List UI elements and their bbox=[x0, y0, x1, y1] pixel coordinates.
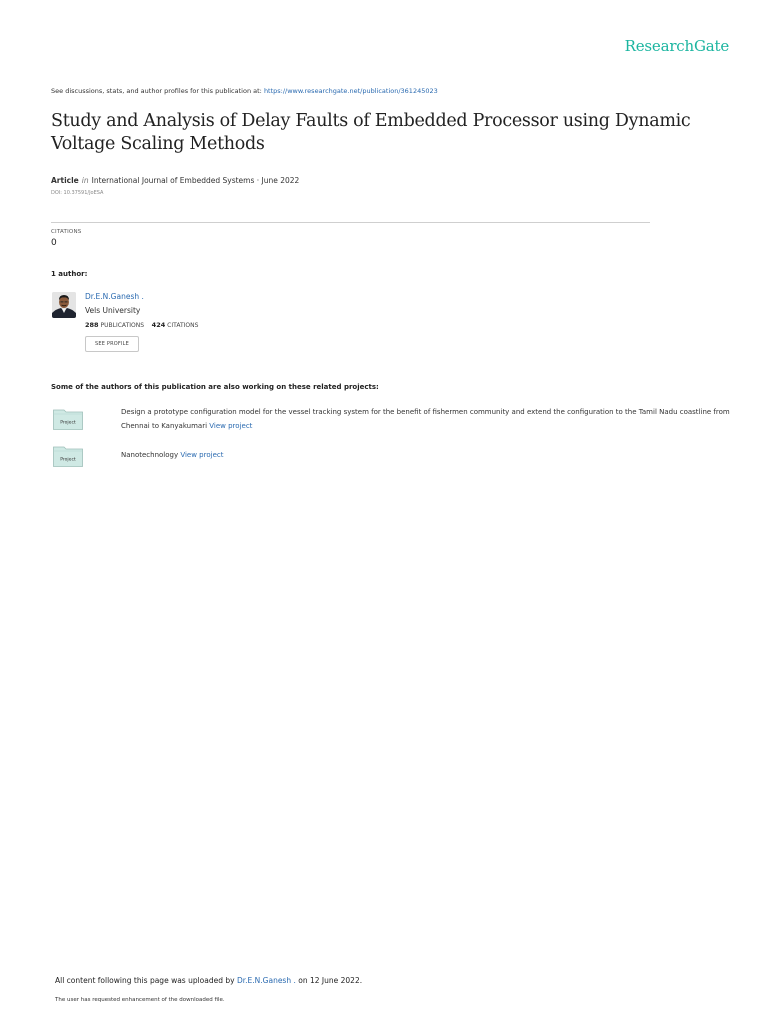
project-folder-icon[interactable] bbox=[53, 408, 83, 434]
publications-count: 288 bbox=[85, 321, 99, 329]
upload-notice bbox=[55, 976, 362, 985]
project-folder-icon[interactable] bbox=[53, 445, 83, 471]
researchgate-logo[interactable]: ResearchGate bbox=[624, 37, 729, 55]
author-avatar[interactable] bbox=[52, 292, 76, 318]
divider bbox=[51, 222, 650, 223]
publication-meta bbox=[51, 176, 299, 185]
project-icon-label: Project bbox=[60, 420, 76, 426]
folder-icon bbox=[53, 408, 83, 430]
view-project-link[interactable]: View project bbox=[209, 421, 253, 430]
publication-title: Study and Analysis of Delay Faults of Embedded Processor using Dynamic Voltage Scaling Methods bbox=[51, 111, 691, 154]
doi-text: DOI: 10.37591/JoESA bbox=[51, 190, 104, 196]
profile-info-text: See discussions, stats, and author profiles for this publication at: bbox=[51, 87, 264, 95]
journal-name[interactable]: International Journal of Embedded Systems · June 2022 bbox=[91, 176, 300, 185]
author-name-link[interactable]: Dr.E.N.Ganesh . bbox=[85, 292, 144, 301]
author-institution: Vels University bbox=[85, 306, 141, 315]
related-projects-heading: Some of the authors of this publication are also working on these related projects: bbox=[51, 383, 379, 391]
author-citations-count: 424 bbox=[151, 321, 166, 329]
project-description bbox=[121, 449, 731, 463]
upload-suffix: on 12 June 2022. bbox=[295, 976, 363, 985]
citations-count: 0 bbox=[51, 238, 57, 248]
author-photo-icon bbox=[52, 292, 76, 318]
uploader-link[interactable]: Dr.E.N.Ganesh . bbox=[236, 976, 296, 985]
article-type: Article bbox=[51, 176, 79, 185]
project-title: Nanotechnology bbox=[121, 451, 181, 459]
in-word: in bbox=[81, 176, 89, 185]
profile-info-line bbox=[51, 87, 438, 95]
citations-label: CITATIONS bbox=[51, 229, 82, 235]
publications-label: PUBLICATIONS bbox=[100, 322, 145, 329]
folder-icon bbox=[53, 445, 83, 467]
enhancement-notice: The user has requested enhancement of the downloaded file. bbox=[55, 997, 225, 1003]
see-profile-button[interactable]: SEE PROFILE bbox=[85, 336, 139, 352]
author-stats bbox=[85, 321, 198, 329]
project-description bbox=[121, 406, 731, 433]
view-project-link[interactable]: View project bbox=[180, 451, 224, 459]
publication-url-link[interactable]: https://www.researchgate.net/publication/361245023 bbox=[263, 87, 438, 95]
project-icon-label: Project bbox=[60, 457, 76, 463]
upload-prefix: All content following this page was uploaded by bbox=[55, 976, 237, 985]
authors-heading: 1 author: bbox=[51, 270, 88, 278]
project-title: Design a prototype configuration model for the vessel tracking system for the benefit of fishermen community and extend the configuration to the Tamil Nadu coastline from Chennai to Kanyakumari bbox=[121, 408, 730, 430]
author-citations-label: CITATIONS bbox=[167, 322, 199, 329]
